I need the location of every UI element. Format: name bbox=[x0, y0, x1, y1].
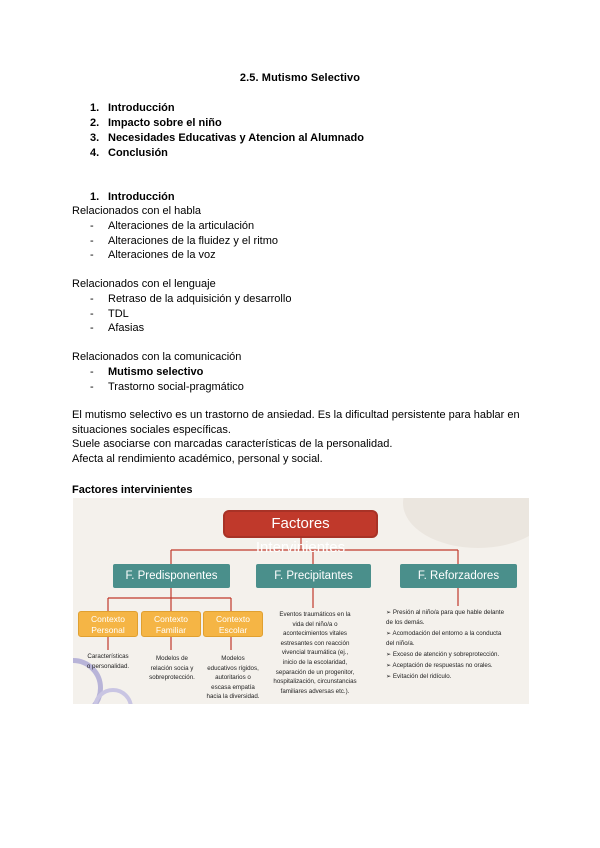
reinforcer-item: ➢ Acomodación del entorno a la conducta del niño/a. bbox=[386, 630, 502, 647]
toc-number: 3. bbox=[90, 132, 100, 144]
context-escolar: Contexto Escolar bbox=[203, 611, 263, 637]
factors-heading: Factores intervinientes bbox=[72, 484, 193, 496]
toc-label: Conclusión bbox=[108, 147, 168, 159]
toc-item bbox=[90, 131, 364, 146]
category-reforzadores: F. Reforzadores bbox=[400, 564, 517, 588]
group-label-habla: Relacionados con el habla bbox=[72, 205, 202, 217]
context-personal: Contexto Personal bbox=[78, 611, 138, 637]
list-item: - TDL bbox=[90, 307, 129, 320]
section-heading bbox=[90, 190, 175, 205]
diagram-main-box: Factores Intervinientes bbox=[223, 510, 378, 538]
list-item: - Alteraciones de la fluidez y el ritmo bbox=[90, 234, 278, 247]
reinforcer-item: ➢ Aceptación de respuestas no orales. bbox=[386, 662, 493, 669]
group-label-comunicacion: Relacionados con la comunicación bbox=[72, 351, 242, 363]
page-title: 2.5. Mutismo Selectivo bbox=[239, 72, 361, 84]
list-item: - Alteraciones de la voz bbox=[90, 249, 216, 261]
toc-item bbox=[90, 101, 364, 116]
table-of-contents bbox=[90, 101, 364, 161]
definition-paragraph: El mutismo selectivo es un trastorno de ansiedad. Es la dificultad persistente para hablar en situaciones sociales específicas. Suele asociarse con marcadas características de la personalidad. Afecta al rendimiento académico, personal y social. bbox=[72, 409, 520, 465]
list-item: - Alteraciones de la articulación bbox=[90, 220, 255, 232]
group-label-lenguaje: Relacionados con el lenguaje bbox=[72, 278, 216, 290]
factors-diagram bbox=[73, 498, 529, 704]
context-familiar: Contexto Familiar bbox=[141, 611, 201, 637]
list-item: - Retraso de la adquisición y desarrollo bbox=[90, 293, 292, 305]
toc-number: 1. bbox=[90, 102, 100, 114]
toc-label: Necesidades Educativas y Atencion al Alumnado bbox=[108, 132, 364, 144]
list-item: - Trastorno social-pragmático bbox=[90, 380, 244, 393]
toc-item bbox=[90, 116, 364, 131]
category-precipitantes: F. Precipitantes bbox=[256, 564, 371, 588]
toc-number: 2. bbox=[90, 117, 100, 129]
reinforcer-item: ➢ Presión al niño/a para que hable delante de los demás. bbox=[386, 609, 505, 626]
context-escolar-text: Modelos educativos rígidos, autoritarios o escasa empatía hacia la diversidad. bbox=[206, 655, 260, 701]
list-item: - Afasias bbox=[90, 322, 145, 334]
reinforcer-item: ➢ Exceso de atención y sobreprotección. bbox=[386, 651, 500, 658]
context-familiar-text: Modelos de relación socia y sobreprotección. bbox=[149, 655, 195, 682]
section-number: 1. bbox=[90, 191, 100, 203]
toc-label: Introducción bbox=[108, 102, 175, 114]
list-habla bbox=[90, 219, 278, 263]
list-item: - Mutismo selectivo bbox=[90, 366, 204, 378]
toc-label: Impacto sobre el niño bbox=[108, 117, 222, 129]
list-comunicacion bbox=[90, 365, 244, 394]
precipitantes-text: Eventos traumáticos en la vida del niño/a o acontecimientos vitales estresantes con reacción vivencial traumática (ej., inicio de la escolaridad, separación de un progenitor, hospitalización, circunstancias familiares adversas etc.). bbox=[273, 611, 357, 695]
section-title: Introducción bbox=[108, 191, 175, 203]
context-personal-text: Características o personalidad. bbox=[86, 653, 130, 670]
category-predisponentes: F. Predisponentes bbox=[113, 564, 230, 588]
reinforcer-item: ➢ Evitación del ridículo. bbox=[386, 673, 452, 680]
toc-item bbox=[90, 146, 364, 161]
toc-number: 4. bbox=[90, 147, 100, 159]
list-lenguaje bbox=[90, 292, 291, 336]
reforzadores-list bbox=[386, 608, 529, 683]
